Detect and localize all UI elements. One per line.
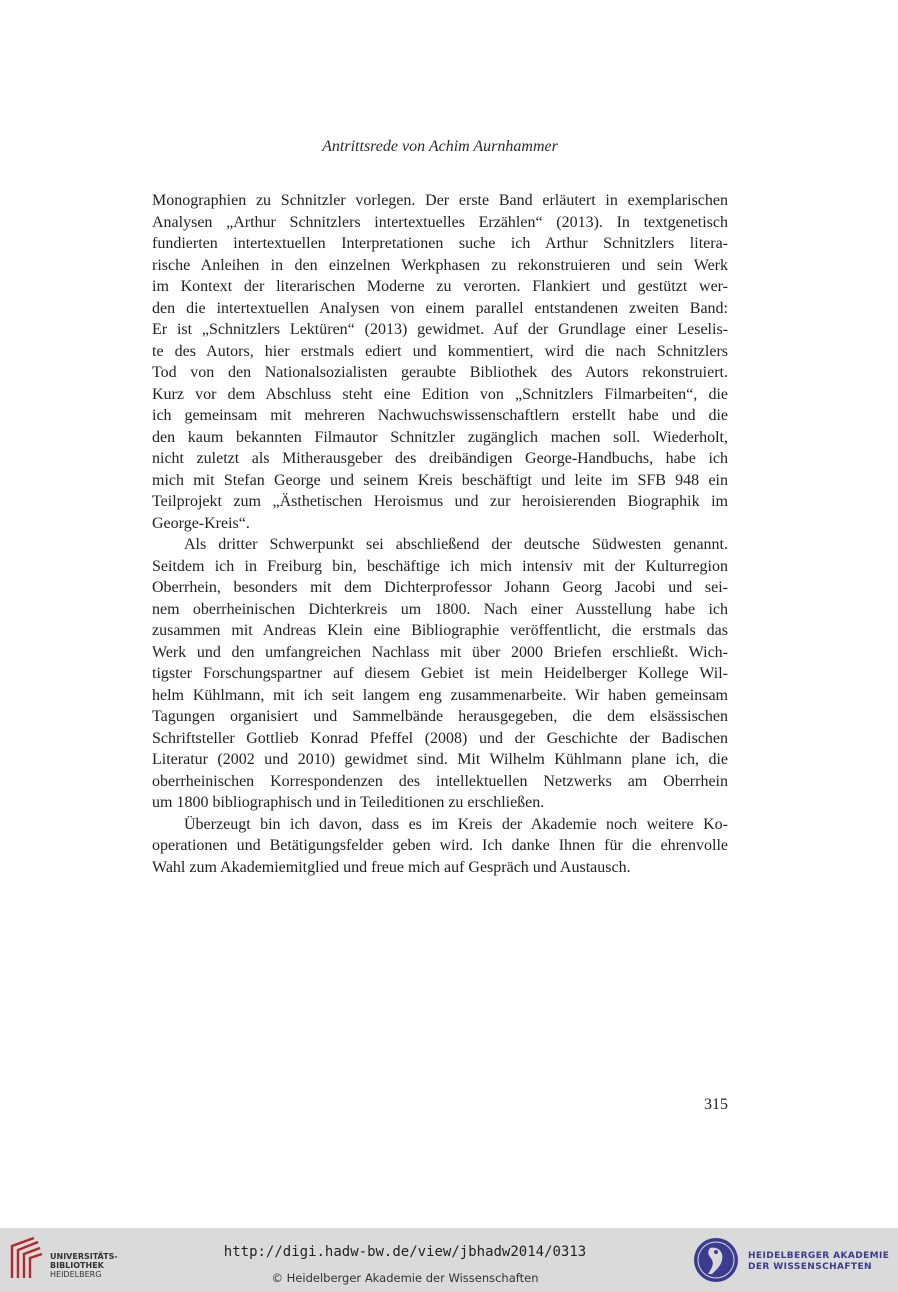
text-line: ich gemeinsam mit mehreren Nachwuchswissenschaftlern erstellt habe und die (152, 407, 728, 424)
body-text (152, 190, 728, 878)
academy-line-2: DER WISSENSCHAFTEN (748, 1262, 872, 1272)
text-line: Oberrhein, besonders mit dem Dichterprofessor Johann Georg Jacobi und sei- (152, 579, 728, 596)
text-line: Monographien zu Schnitzler vorlegen. Der erste Band erläutert in exemplarischen (152, 192, 728, 209)
academy-logo[interactable] (692, 1234, 892, 1286)
text-line: Tod von den Nationalsozialisten geraubte Bibliothek des Autors rekonstruiert. (152, 364, 728, 381)
university-library-name (50, 1252, 118, 1279)
running-title: Antrittsrede von Achim Aurnhammer (322, 138, 558, 155)
text-line: te des Autors, hier erstmals ediert und kommentiert, wird die nach Schnitzlers (152, 342, 728, 360)
ub-line-3: HEIDELBERG (50, 1270, 102, 1279)
text-line: Er ist „Schnitzlers Lektüren“ (2013) gewidmet. Auf der Grundlage einer Leselis- (152, 321, 728, 338)
paragraph (152, 190, 728, 534)
text-line: oberrheinischen Korrespondenzen des intellektuellen Netzwerks am Oberrhein (152, 772, 728, 790)
text-line: George-Kreis“. (152, 514, 250, 532)
text-line: Schriftsteller Gottlieb Konrad Pfeffel (2008) und der Geschichte der Badischen (152, 729, 728, 747)
copyright-notice: © Heidelberger Akademie der Wissenschaften (271, 1271, 539, 1285)
text-line: Als dritter Schwerpunkt sei abschließend der deutsche Südwesten genannt. (184, 536, 728, 553)
text-line: rische Anleihen in den einzelnen Werkphasen zu rekonstruieren und sein Werk (152, 256, 728, 274)
academy-name (748, 1251, 889, 1273)
academy-seal-icon (692, 1234, 740, 1286)
text-line: Seitdem ich in Freiburg bin, beschäftige ich mich intensiv mit der Kulturregion (152, 557, 728, 575)
text-line: den kaum bekannten Filmautor Schnitzler zugänglich machen soll. Wiederholt, (152, 428, 728, 446)
academy-line-1: HEIDELBERGER AKADEMIE (748, 1251, 890, 1261)
text-line: um 1800 bibliographisch und in Teileditionen zu erschließen. (152, 794, 545, 811)
text-line: Überzeugt bin ich davon, dass es im Kreis der Akademie noch weitere Ko- (184, 815, 728, 833)
text-line: zusammen mit Andreas Klein eine Bibliographie veröffentlicht, die erstmals das (152, 622, 728, 639)
text-line: Kurz vor dem Abschluss steht eine Edition von „Schnitzlers Filmarbeiten“, die (152, 385, 728, 403)
text-line: nem oberrheinischen Dichterkreis um 1800. Nach einer Ausstellung habe ich (152, 600, 728, 618)
text-line: operationen und Betätigungsfelder geben wird. Ich danke Ihnen für die ehrenvolle (152, 837, 728, 854)
text-line: helm Kühlmann, mit ich seit langem eng zusammenarbeite. Wir haben gemeinsam (152, 686, 728, 704)
text-line: nicht zuletzt als Mitherausgeber des dreibändigen George-Handbuchs, habe ich (152, 450, 728, 467)
text-line: den die intertextuellen Analysen von einem parallel entstandenen zweiten Band: (152, 299, 728, 317)
university-library-logo[interactable] (8, 1236, 138, 1284)
footer-bar (0, 1228, 898, 1292)
paragraph (152, 534, 728, 814)
text-line: fundierten intertextuellen Interpretationen suche ich Arthur Schnitzlers litera- (152, 235, 728, 252)
text-line: tigster Forschungspartner auf diesem Gebiet ist mein Heidelberger Kollege Wil- (152, 665, 728, 682)
paragraph (152, 814, 728, 879)
text-line: Teilprojekt zum „Ästhetischen Heroismus und zur heroisierenden Biographik im (152, 493, 728, 510)
university-library-icon (8, 1236, 48, 1284)
ub-line-2: BIBLIOTHEK (50, 1261, 104, 1270)
text-line: Tagungen organisiert und Sammelbände herausgegeben, die dem elsässischen (152, 708, 728, 725)
text-line: Analysen „Arthur Schnitzlers intertextuelles Erzählen“ (2013). In textgenetisch (152, 213, 728, 231)
text-line: Wahl zum Akademiemitglied und freue mich auf Gespräch und Austausch. (152, 858, 631, 876)
text-line: mich mit Stefan George und seinem Kreis beschäftigt und leite im SFB 948 ein (152, 471, 728, 489)
text-line: Werk und den umfangreichen Nachlass mit über 2000 Briefen erschließt. Wich- (152, 643, 728, 661)
text-line: im Kontext der literarischen Moderne zu verorten. Flankiert und gestützt wer- (152, 278, 728, 295)
ub-line-1: UNIVERSITÄTS- (50, 1252, 118, 1261)
page-number: 315 (704, 1096, 728, 1113)
permalink-url[interactable]: http://digi.hadw-bw.de/view/jbhadw2014/0313 (223, 1244, 587, 1260)
text-line: Literatur (2002 und 2010) gewidmet sind. Mit Wilhelm Kühlmann plane ich, die (152, 751, 728, 768)
